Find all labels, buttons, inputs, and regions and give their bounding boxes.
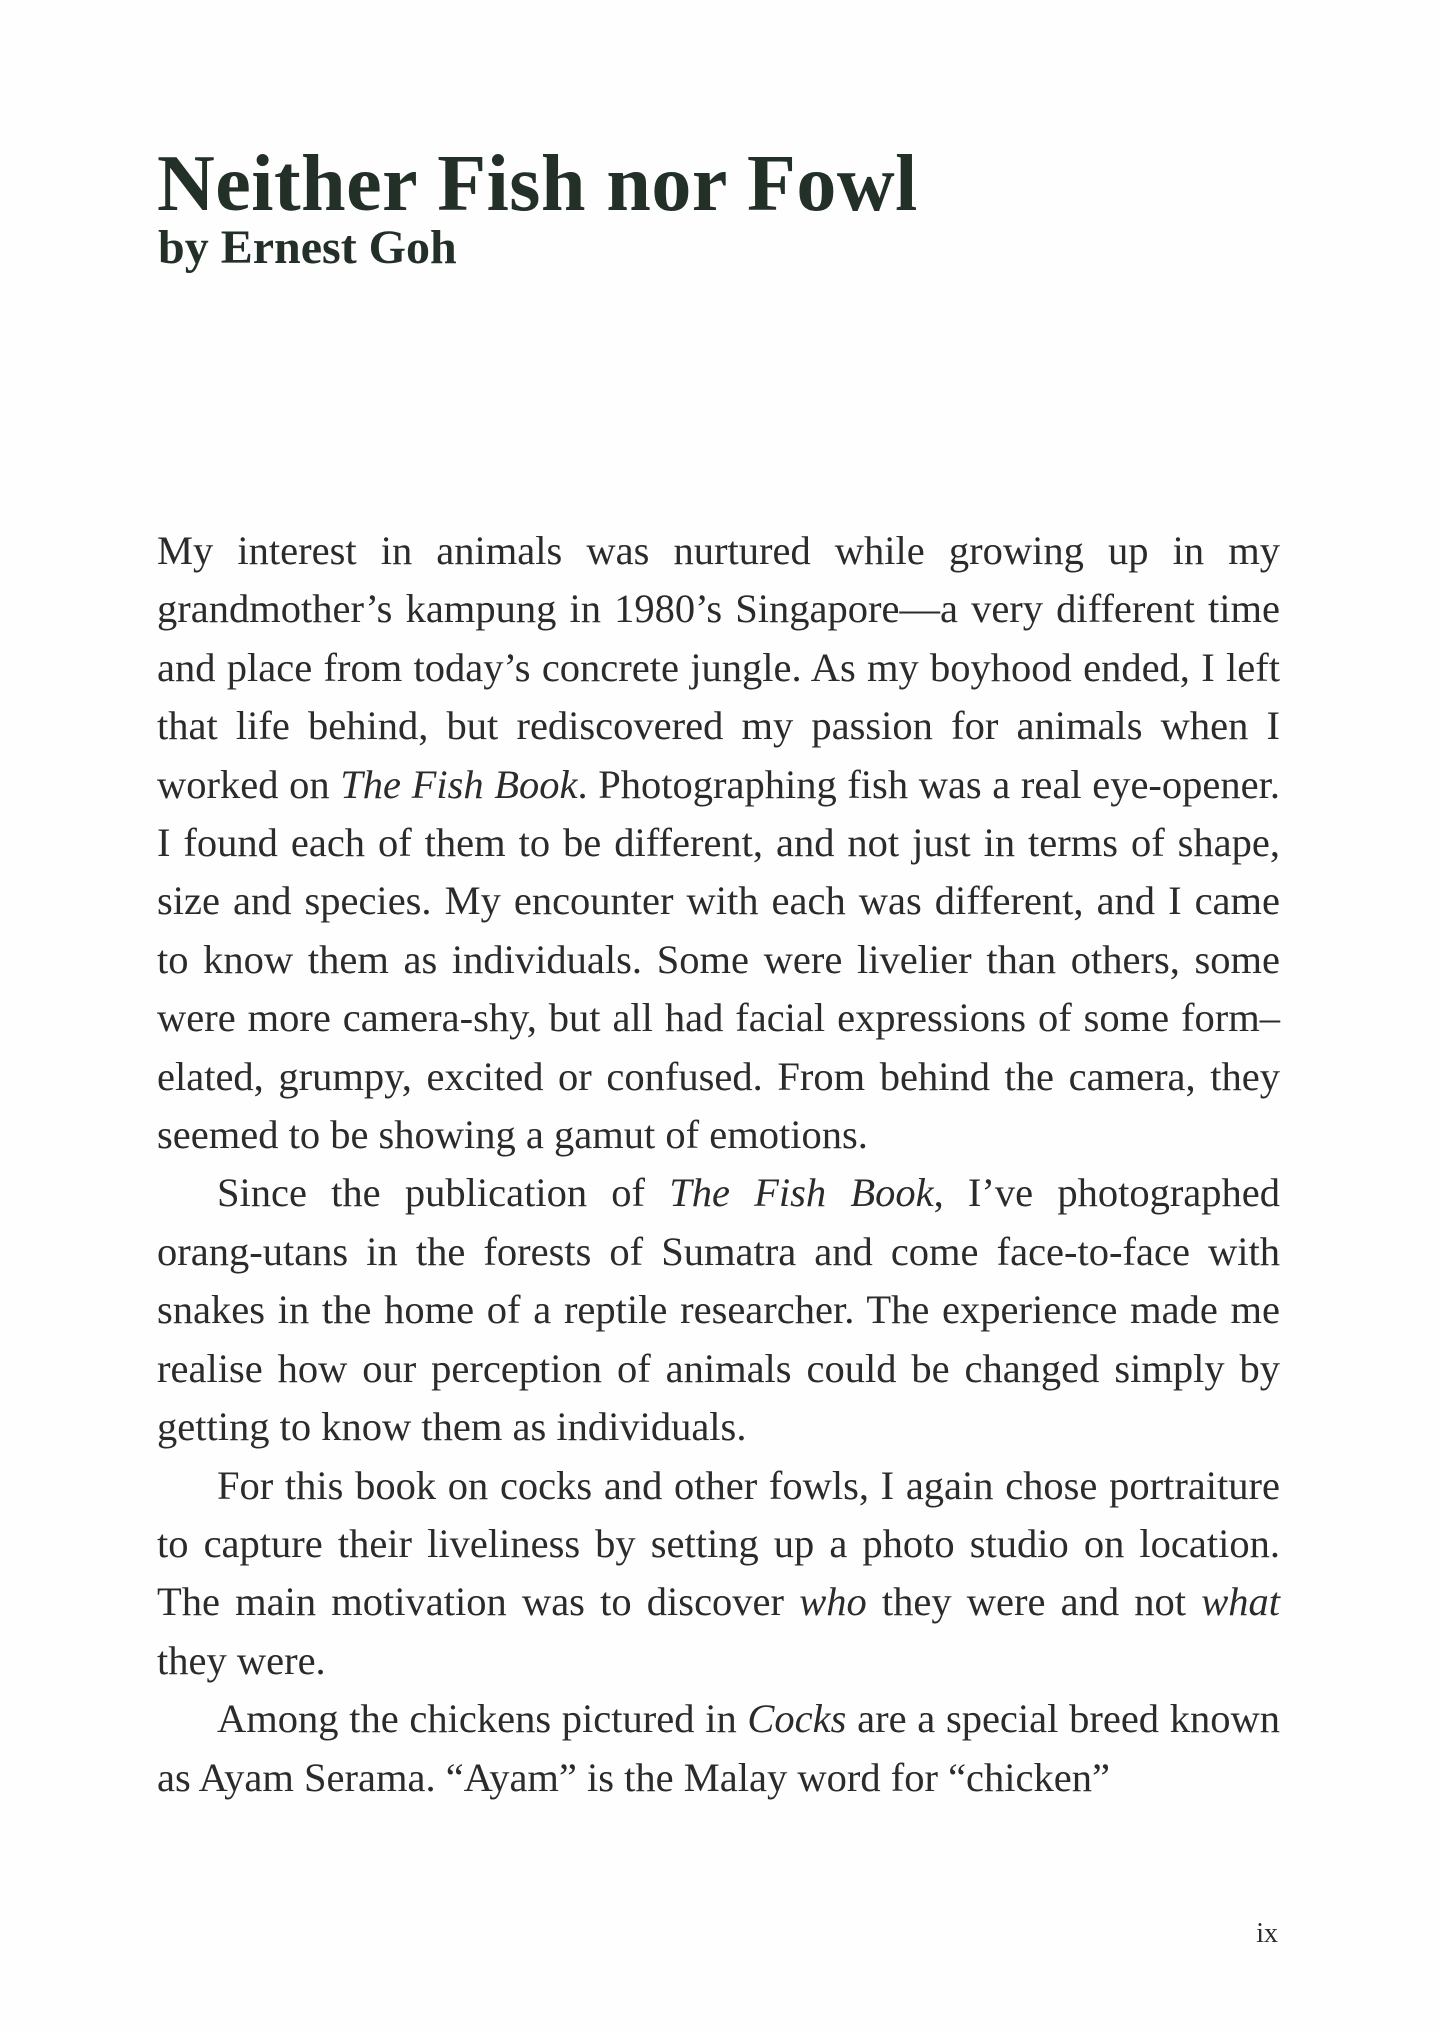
text-run: . Photographing fish was a real eye-opener. I found each of them to be different, and not just in terms of shape, size and species. My encounter with each was different, and I came to know them as individuals. Some were livelier than others, some were more camera-shy, but all had facial expressions of some form–elated, grumpy, excited or confused. From behind the camera, they seemed to be showing a gamut of emotions. xyxy=(157,761,1280,1158)
paragraph xyxy=(157,1457,1280,1691)
chapter-title: Neither Fish nor Fowl xyxy=(157,140,918,228)
emphasis-italic: what xyxy=(1201,1579,1280,1625)
body-text xyxy=(157,522,1280,1807)
emphasis-italic: who xyxy=(799,1579,867,1625)
text-run: they were. xyxy=(157,1637,326,1683)
text-run: My interest in animals was nurtured while growing up in my grandmother’s kampung in 1980’s Singapore—a very different time and place from today’s concrete jungle. As my boyhood ended, I left that life behind, but rediscovered my passion for animals when I worked on xyxy=(157,528,1280,807)
text-run: For this book on cocks and other fowls, I again chose portraiture to capture their liveliness by setting up a photo studio on location. The main motivation was to discover xyxy=(157,1462,1280,1625)
text-run: are a special breed known as Ayam Serama. “Ayam” is the Malay word for “chicken” xyxy=(157,1696,1280,1800)
author-byline: by Ernest Goh xyxy=(158,221,457,274)
text-run: Among the chickens pictured in xyxy=(217,1696,748,1742)
book-title-italic: The Fish Book xyxy=(340,761,578,807)
paragraph xyxy=(157,1690,1280,1807)
book-title-italic: Cocks xyxy=(747,1696,847,1742)
text-run: , I’ve photographed orang-utans in the forests of Sumatra and come face-to-face with snakes in the home of a reptile researcher. The experience made me realise how our perception of animals could be changed simply by getting to know them as individuals. xyxy=(157,1170,1281,1450)
paragraph xyxy=(157,1164,1280,1456)
page-number: ix xyxy=(1256,1918,1278,1949)
text-run: Since the publication of xyxy=(217,1170,670,1216)
paragraph xyxy=(157,522,1280,1164)
text-run: they were and not xyxy=(866,1579,1202,1625)
book-title-italic: The Fish Book xyxy=(669,1170,934,1216)
